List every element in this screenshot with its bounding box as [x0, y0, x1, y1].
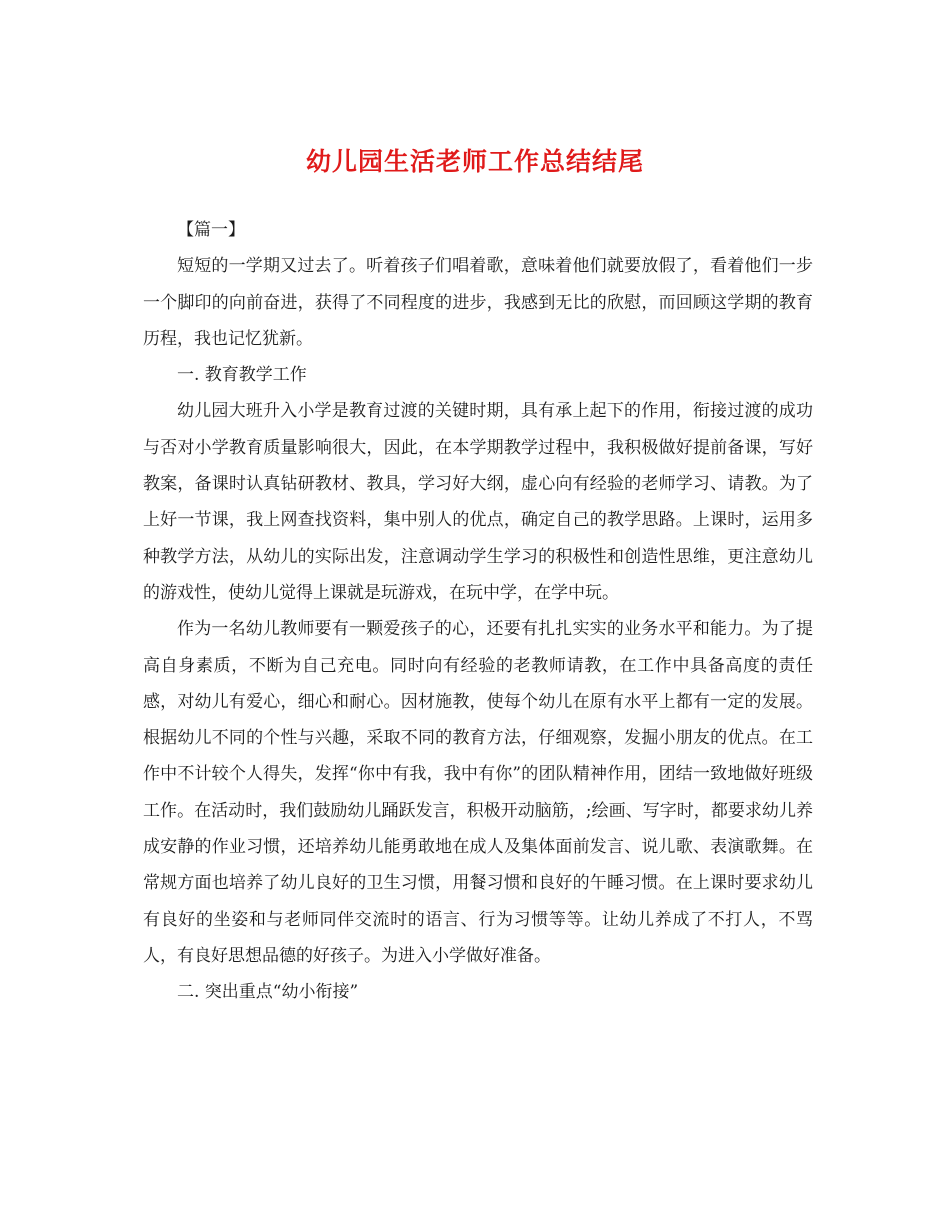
- paragraph-teacher-role: 作为一名幼儿教师要有一颗爱孩子的心，还要有扎扎实实的业务水平和能力。为了提高自身素质，不断为自己充电。同时向有经验的老教师请教，在工作中具备高度的责任感，对幼儿有爱心，细心和耐心。因材施教，使每个幼儿在原有水平上都有一定的发展。根据幼儿不同的个性与兴趣，采取不同的教育方法，仔细观察，发掘小朋友的优点。在工作中不计较个人得失，发挥“你中有我，我中有你”的团队精神作用，团结一致地做好班级工作。在活动时，我们鼓励幼儿踊跃发言，积极开动脑筋，;绘画、写字时，都要求幼儿养成安静的作业习惯，还培养幼儿能勇敢地在成人及集体面前发言、说儿歌、表演歌舞。在常规方面也培养了幼儿良好的卫生习惯，用餐习惯和良好的午睡习惯。在上课时要求幼儿有良好的坐姿和与老师同伴交流时的语言、行为习惯等等。让幼儿养成了不打人，不骂人，有良好思想品德的好孩子。为进入小学做好准备。: [143, 619, 813, 966]
- heading-teaching-work: 一. 教育教学工作: [177, 365, 307, 386]
- section-label: 【篇一】: [177, 220, 245, 240]
- document-body: [143, 212, 813, 1011]
- paragraph-teaching: 幼儿园大班升入小学是教育过渡的关键时期，具有承上起下的作用，衔接过渡的成功与否对小学教育质量影响很大，因此，在本学期教学过程中，我积极做好提前备课，写好教案，备课时认真钻研教材、教具，学习好大纲，虚心向有经验的老师学习、请教。为了上好一节课，我上网查找资料，集中别人的优点，确定自己的教学思路。上课时，运用多种教学方法，从幼儿的实际出发，注意调动学生学习的积极性和创造性思维，更注意幼儿的游戏性，使幼儿觉得上课就是玩游戏，在玩中学，在学中玩。: [143, 401, 813, 603]
- paragraph-intro: 短短的一学期又过去了。听着孩子们唱着歌，意味着他们就要放假了，看着他们一步一个脚印的向前奋进，获得了不同程度的进步，我感到无比的欣慰，而回顾这学期的教育历程，我也记忆犹新。: [143, 256, 813, 349]
- document-title: 幼儿园生活老师工作总结结尾: [305, 147, 644, 176]
- heading-transition-focus: 二. 突出重点“幼小衔接”: [177, 982, 359, 1003]
